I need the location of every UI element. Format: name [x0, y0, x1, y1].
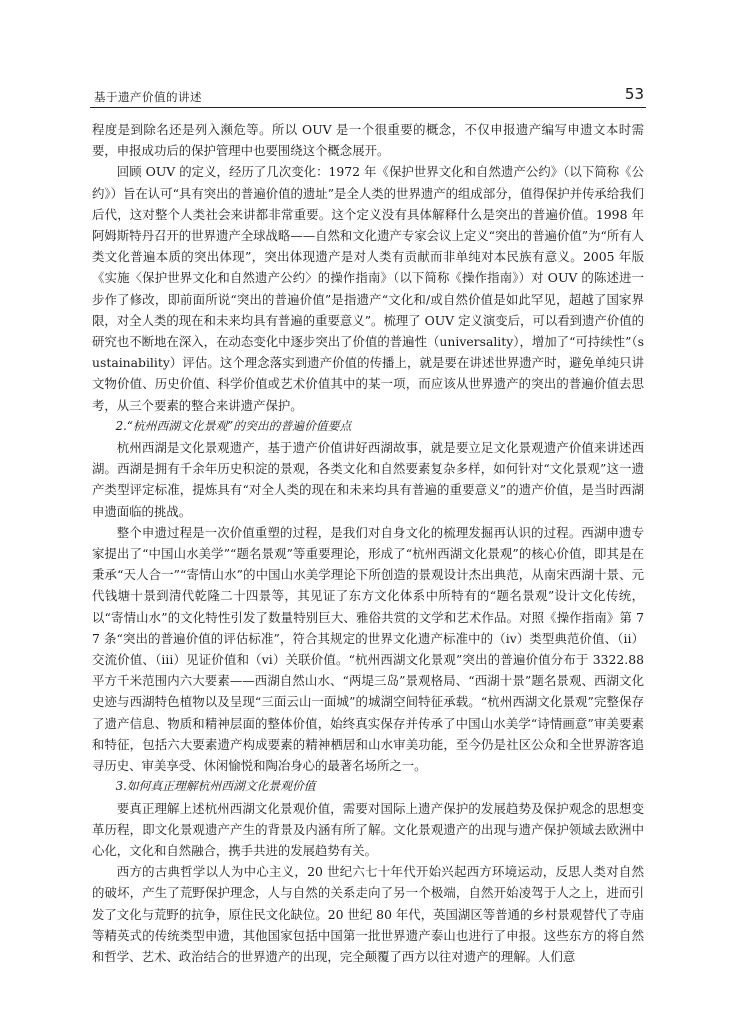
- paragraph-continued: 程度是到除名还是列入濒危等。所以 OUV 是一个很重要的概念，不仅申报遗产编写申遗文本时需要，申报成功后的保护管理中也要围绕这个概念展开。: [92, 122, 644, 159]
- page-number: 53: [624, 85, 644, 103]
- paragraph-western-philosophy: 西方的古典哲学以人为中心主义，20 世纪六七十年代开始兴起西方环境运动，反思人类对自然的破坏，产生了荒野保护理念，人与自然的关系走向了另一个极端，自然开始凌驾于人之上，进而引发了文化与荒野的抗争，原住民文化缺位。20 世纪 80 年代，英国湖区等普通的乡村景观替代了寺庙等精英式的传统类型申遗，其他国家包括中国第一批世界遗产泰山也进行了申报。这些东方的将自然和哲学、艺术、政治结合的世界遗产的出现，完全颠覆了西方以往对遗产的理解。人们意: [92, 864, 644, 964]
- paragraph-west-lake-intro: 杭州西湖是文化景观遗产，基于遗产价值讲好西湖故事，就是要立足文化景观遗产价值来讲述西湖。西湖是拥有千余年历史积淀的景观，各类文化和自然要素复杂多样，如何针对“文化景观”这一遗产类型评定标准，提炼具有“对全人类的现在和未来均具有普遍的重要意义”的遗产价值，是当时西湖申遗面临的挑战。: [92, 440, 644, 519]
- page-header: [90, 85, 646, 108]
- paragraph-ouv-definition: 回顾 OUV 的定义，经历了几次变化：1972 年《保护世界文化和自然遗产公约》（以下简称《公约》）旨在认可“具有突出的普遍价值的遗址”是全人类的世界遗产的组成部分，值得保护并传承给我们后代，这对整个人类社会来讲都非常重要。这个定义没有具体解释什么是突出的普遍价值。1998 年阿姆斯特丹召开的世界遗产全球战略——自然和文化遗产专家会议上定义“突出的普遍价值”为“所有人类文化普遍本质的突出体现”，突出体现遗产是对人类有贡献而非单纯对本民族有意义。2005 年版《实施〈保护世界文化和自然遗产公约〉的操作指南》（以下简称《操作指南》）对 OUV 的陈述进一步作了修改，即前面所说“突出的普遍价值”是指遗产“文化和/或自然价值是如此罕见，超越了国家界限，对全人类的现在和未来均具有普遍的重要意义”。梳理了 OUV 定义演变后，可以看到遗产价值的研究也不断地在深入，在动态变化中逐步突出了价值的普遍性（universality），增加了“可持续性”（sustainability）评估。这个理念落实到遗产价值的传播上，就是要在讲述世界遗产时，避免单纯只讲文物价值、历史价值、科学价值或艺术价值其中的某一项，而应该从世界遗产的突出的普遍价值去思考，从三个要素的整合来讲遗产保护。: [92, 164, 644, 413]
- body-text: [92, 119, 644, 967]
- running-title: 基于遗产价值的讲述: [94, 90, 202, 104]
- section-heading-2: 2.“杭州西湖文化景观”的突出的普遍价值要点: [115, 418, 352, 433]
- paragraph-nomination-process: 整个申遗过程是一次价值重塑的过程，是我们对自身文化的梳理发掘再认识的过程。西湖申遗专家提出了“中国山水美学”“题名景观”等重要理论，形成了“杭州西湖文化景观”的核心价值，即其是在秉承“天人合一”“寄情山水”的中国山水美学理论下所创造的景观设计杰出典范，从南宋西湖十景、元代钱塘十景到清代乾隆二十四景等，其见证了东方文化体系中所特有的“题名景观”设计文化传统，以“寄情山水”的文化特性引发了数量特别巨大、雅俗共赏的文学和艺术作品。对照《操作指南》第 77 条“突出的普遍价值的评估标准”，符合其规定的世界文化遗产标准中的（iv）类型典范价值、（ii）交流价值、（iii）见证价值和（vi）关联价值。“杭州西湖文化景观”突出的普遍价值分布于 3322.88 平方千米范围内六大要素——西湖自然山水、“两堤三岛”景观格局、“西湖十景”题名景观、西湖文化史迹与西湖特色植物以及呈现“三面云山一面城”的城湖空间特征承载。“杭州西湖文化景观”完整保存了遗产信息、物质和精神层面的整体价值，始终真实保存并传承了中国山水美学“诗情画意”审美要素和特征，包括六大要素遗产构成要素的精神栖居和山水审美功能，至今仍是社区公众和全世界游客追寻历史、审美享受、休闲愉悦和陶冶身心的最著名场所之一。: [92, 524, 644, 774]
- paragraph-understanding-value: 要真正理解上述杭州西湖文化景观价值，需要对国际上遗产保护的发展趋势及保护观念的思想变革历程，即文化景观遗产产生的背景及内涵有所了解。文化景观遗产的出现与遗产保护领域去欧洲中心化，文化和自然融合，携手共进的发展趋势有关。: [92, 800, 644, 858]
- section-heading-3: 3.如何真正理解杭州西湖文化景观价值: [115, 779, 316, 794]
